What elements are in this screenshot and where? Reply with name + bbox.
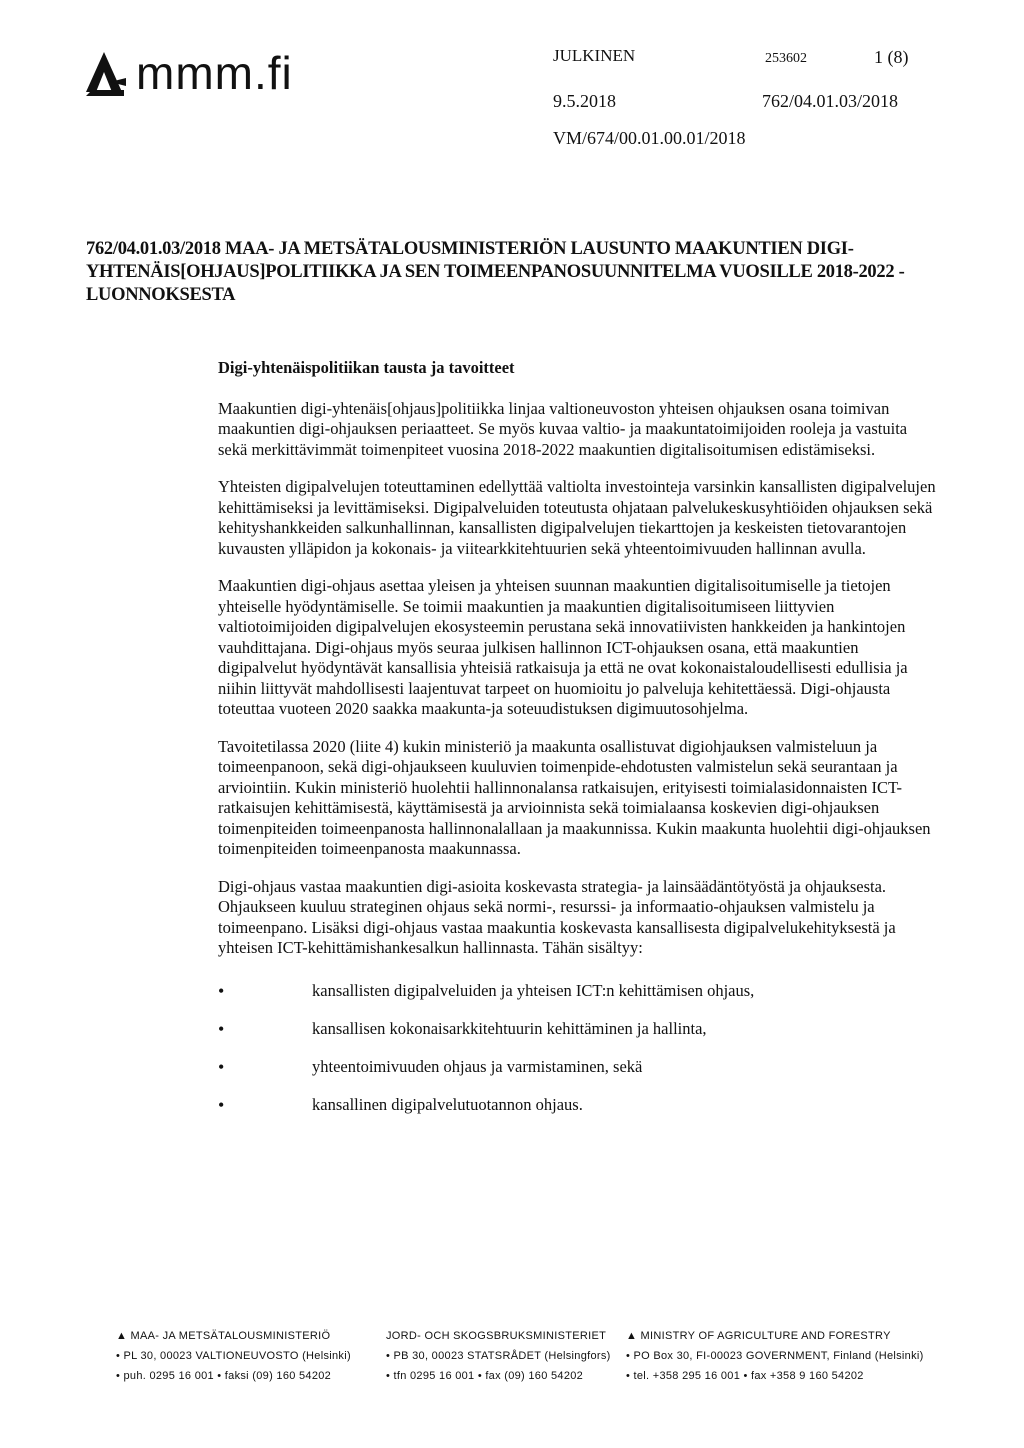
footer-phone: • puh. 0295 16 001 • faksi (09) 160 54202 (116, 1370, 332, 1382)
vm-reference-number: VM/674/00.01.00.01/2018 (553, 128, 746, 148)
classification-label: JULKINEN (553, 46, 636, 65)
footer-ministry-name: ▲ MINISTRY OF AGRICULTURE AND FORESTRY (626, 1330, 891, 1342)
footer-ministry-name: ▲ MAA- JA METSÄTALOUSMINISTERIÖ (116, 1330, 331, 1342)
ministry-logo (86, 47, 293, 99)
bullet-list (218, 981, 938, 1115)
list-item (218, 1057, 938, 1077)
page-footer (116, 1326, 946, 1386)
bullet-icon: • (218, 980, 225, 1001)
bullet-icon: • (218, 1018, 225, 1039)
list-item (218, 1095, 938, 1115)
paragraph: Maakuntien digi-yhtenäis[ohjaus]politiikka linjaa valtioneuvoston yhteisen ohjauksen osana toimivan maakuntien digi-ohjauksen periaatteet. Se myös kuvaa valtio- ja maakuntatoimijoiden rooleja ja vastuita sekä merkittävimmät toimenpiteet vuosina 2018-2022 maakuntien digitalisoitumisen edistämiseksi. (218, 398, 908, 459)
section-heading: Digi-yhtenäispolitiikan tausta ja tavoitteet (218, 358, 515, 377)
document-body (218, 358, 938, 1133)
bullet-icon: • (218, 1094, 225, 1115)
logo-text: mmm.fi (136, 47, 293, 99)
footer-english (626, 1326, 946, 1386)
paragraph: Yhteisten digipalvelujen toteuttaminen edellyttää valtiolta investointeja varsinkin kansallisten digipalvelujen kehittämiseksi ja levittämiseksi. Digipalveluiden toteutusta ohjataan palvelukeskusyhtiöiden ohjauksen sekä kehityshankkeiden salkunhallinnan, kansallisten digipalvelujen tiekarttojen ja keskeisten tietovarantojen kuvausten ylläpidon ja kokonais- ja viitearkkitehtuurien sekä yhteentoimivuuden hallinnan avulla. (218, 477, 936, 558)
list-item-text: kansallisen kokonaisarkkitehtuurin kehittäminen ja hallinta, (312, 1018, 707, 1038)
footer-phone: • tel. +358 295 16 001 • fax +358 9 160 54202 (626, 1370, 864, 1382)
bullet-icon: • (218, 1056, 225, 1077)
list-item (218, 981, 938, 1001)
list-item (218, 1019, 938, 1039)
paragraph: Tavoitetilassa 2020 (liite 4) kukin ministeriö ja maakunta osallistuvat digiohjauksen valmisteluun ja toimeenpanoon, sekä digi-ohjaukseen kuuluvien toimenpide-ehdotusten valmistelun sekä seurantaan ja arviointiin. Kukin ministeriö huolehtii hallinnonalansa ratkaisujen, erityisesti toimialasidonnaisten ICT-ratkaisujen kehittämisestä, käyttämisestä ja arvioinnista sekä toimialaansa koskevien digi-ohjauksen toimenpiteiden toimeenpanosta hallinnonalallaan ja maakunnissa. Kukin maakunta huolehtii digi-ohjauksen toimenpiteiden toimeenpanosta maakunnassa. (218, 736, 931, 858)
document-date: 9.5.2018 (553, 91, 616, 111)
footer-ministry-name: JORD- OCH SKOGSBRUKSMINISTERIET (386, 1330, 607, 1342)
list-item-text: yhteentoimivuuden ohjaus ja varmistaminen, sekä (312, 1056, 643, 1076)
reference-number: 762/04.01.03/2018 (762, 91, 899, 111)
list-item-text: kansallinen digipalvelutuotannon ohjaus. (312, 1094, 583, 1114)
footer-swedish (386, 1326, 626, 1386)
list-item-text: kansallisten digipalveluiden ja yhteisen ICT:n kehittämisen ohjaus, (312, 980, 755, 1000)
tree-logo-icon (86, 52, 126, 96)
document-title: 762/04.01.03/2018 MAA- JA METSÄTALOUSMINISTERIÖN LAUSUNTO MAAKUNTIEN DIGI-YHTENÄIS[OHJAUS]POLITIIKKA JA SEN TOIMEENPANOSUUNNITELMA VUOSILLE 2018-2022 -LUONNOKSESTA (86, 239, 905, 305)
footer-address: • PO Box 30, FI-00023 GOVERNMENT, Finland (Helsinki) (626, 1350, 924, 1362)
document-number: 253602 (765, 51, 807, 66)
footer-address: • PB 30, 00023 STATSRÅDET (Helsingfors) (386, 1350, 611, 1362)
paragraph: Digi-ohjaus vastaa maakuntien digi-asioita koskevasta strategia- ja lainsäädäntötyöstä ja ohjauksesta. Ohjaukseen kuuluu strateginen ohjaus sekä normi-, resurssi- ja informaatio-ohjauksen valmistelu ja toimeenpano. Lisäksi digi-ohjaus vastaa maakuntia koskevasta kansallisesta digipalvelukehityksestä ja yhteisen ICT-kehittämishankesalkun hallinnasta. Tähän sisältyy: (218, 876, 896, 957)
footer-phone: • tfn 0295 16 001 • fax (09) 160 54202 (386, 1370, 584, 1382)
footer-address: • PL 30, 00023 VALTIONEUVOSTO (Helsinki) (116, 1350, 351, 1362)
paragraph: Maakuntien digi-ohjaus asettaa yleisen ja yhteisen suunnan maakuntien digitalisoitumiselle ja tietojen yhteiselle hyödyntämiselle. Se toimii maakuntien ja maakuntien digitalisoitumiseen liittyvien valtiotoimijoiden digipalvelujen ekosysteemin perustana sekä innovatiivisten hankkeiden ja hankintojen vauhdittajana. Digi-ohjaus myös seuraa julkisen hallinnon ICT-ohjauksen osana, että maakuntien digipalvelut hyödyntävät kansallisia yhteisiä ratkaisuja ja että ne ovat kokonaistaloudellisesti edullisia ja niihin liittyvät mahdollisesti laajentuvat tarpeet on huomioitu jo palveluja kehitettäessä. Digi-ohjausta toteuttaa vuoteen 2020 saakka maakunta-ja soteuudistuksen digimuutosohjelma. (218, 576, 908, 718)
footer-finnish (116, 1326, 386, 1386)
page-indicator: 1 (8) (874, 47, 909, 67)
